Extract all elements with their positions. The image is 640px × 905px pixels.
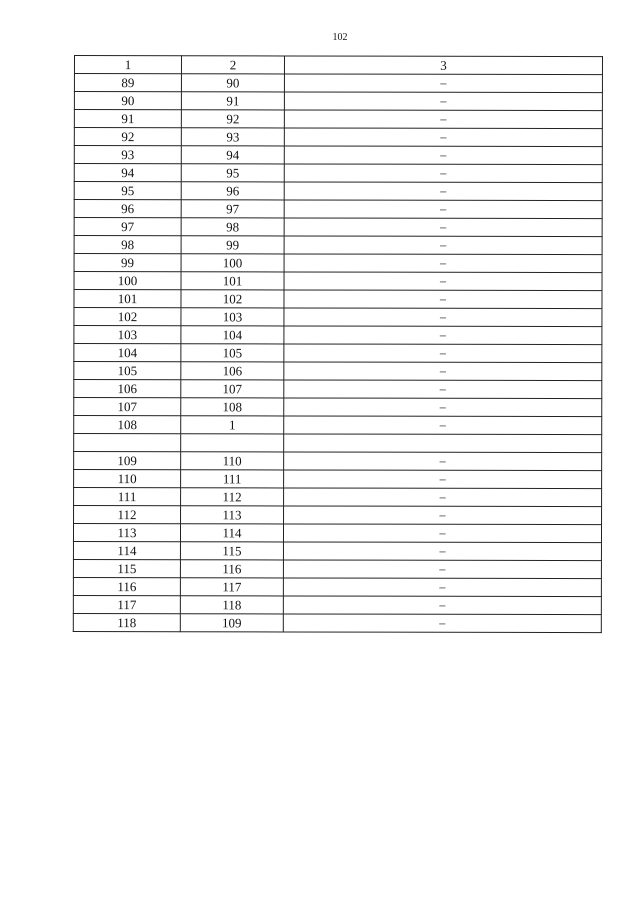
table-cell-col-1: 92 <box>74 128 181 146</box>
table-cell-col-3: – <box>284 254 602 273</box>
table-cell-col-2: 102 <box>181 290 284 308</box>
table-row <box>74 254 602 273</box>
table-row <box>74 146 602 165</box>
table-cell-col-2: 100 <box>181 254 284 272</box>
table-cell-col-1: 106 <box>74 380 181 398</box>
table-cell-col-1: 100 <box>74 272 181 290</box>
table-cell-col-3: – <box>284 200 602 219</box>
table-cell-col-1: 96 <box>74 200 181 218</box>
table-row <box>74 470 602 489</box>
table-cell-col-3: – <box>284 488 602 507</box>
table-cell-col-1: 102 <box>74 308 181 326</box>
table-row <box>74 272 602 291</box>
table-cell-col-2: 116 <box>180 560 283 578</box>
table-cell-col-2: 112 <box>181 488 284 506</box>
table-cell-col-1: 95 <box>74 182 181 200</box>
table-cell-col-1: 116 <box>73 577 180 595</box>
table-header <box>74 56 602 75</box>
table-cell-col-1: 115 <box>73 559 180 577</box>
table-cell-col-1: 90 <box>74 92 181 110</box>
table-cell-col-2: 104 <box>181 326 284 344</box>
table-cell-col-3: – <box>284 272 602 291</box>
table-row <box>74 506 602 525</box>
table-row <box>74 92 602 111</box>
table-cell-col-1: 91 <box>74 110 181 128</box>
table-cell-col-2: 114 <box>180 524 283 542</box>
table-cell-col-2: 105 <box>181 344 284 362</box>
table-cell-col-3: – <box>283 596 601 615</box>
table-body <box>73 74 602 633</box>
table-cell-col-3: – <box>284 416 602 435</box>
table-cell-col-2: 118 <box>180 596 283 614</box>
table-cell-col-1: 110 <box>74 470 181 488</box>
table-cell-col-3: – <box>284 218 602 237</box>
table-cell-col-1: 104 <box>74 344 181 362</box>
table-row <box>74 200 602 219</box>
table-cell-col-3: – <box>284 452 602 471</box>
header-row <box>74 56 602 75</box>
table-cell-col-1: 107 <box>74 398 181 416</box>
table-cell-col-1: 118 <box>73 613 180 631</box>
table-cell-col-3: – <box>284 326 602 345</box>
table-cell-col-2: 90 <box>181 74 284 92</box>
page-number: 102 <box>332 32 348 43</box>
table-cell-col-3: – <box>284 398 602 417</box>
table-cell-col-1: 94 <box>74 164 181 182</box>
table-cell-col-3: – <box>283 524 601 543</box>
table-cell-col-3: – <box>284 92 602 111</box>
table-row <box>74 74 602 93</box>
table-row <box>73 595 601 614</box>
table-row <box>74 218 602 237</box>
table-cell-col-2: 103 <box>181 308 284 326</box>
table-cell-col-3: – <box>283 542 601 561</box>
table-cell-col-2: 115 <box>180 542 283 560</box>
table-cell-col-3: – <box>284 164 602 183</box>
table-cell-col-2: 110 <box>181 452 284 470</box>
table-cell-col-1: 117 <box>73 595 180 613</box>
column-header-3: 3 <box>284 56 602 75</box>
table-row-spacer <box>74 434 602 453</box>
table-cell-col-2: 99 <box>181 236 284 254</box>
table-cell-col-3: – <box>283 560 601 579</box>
table-cell-col-1: 101 <box>74 290 181 308</box>
table-cell-col-3: – <box>284 308 602 327</box>
table-cell-col-2: 113 <box>181 506 284 524</box>
table-cell-col-2: 97 <box>181 200 284 218</box>
table-cell-col-2 <box>181 434 284 452</box>
table-row <box>73 542 601 561</box>
table-cell-col-1: 114 <box>73 542 180 560</box>
table-cell-col-2: 111 <box>181 470 284 488</box>
table-cell-col-2: 107 <box>181 380 284 398</box>
table-row <box>73 524 601 543</box>
table-row <box>74 290 602 309</box>
table-cell-col-3: – <box>284 74 602 93</box>
table-row <box>74 326 602 345</box>
table-cell-col-3: – <box>284 182 602 201</box>
table-row <box>73 559 601 578</box>
table-row <box>74 164 602 183</box>
table-cell-col-3: – <box>284 110 602 129</box>
table-cell-col-1: 113 <box>73 524 180 542</box>
table-row <box>74 110 602 129</box>
table-cell-col-1: 99 <box>74 254 181 272</box>
table-cell-col-1 <box>74 434 181 452</box>
table-cell-col-3 <box>284 434 602 453</box>
table-row <box>73 577 601 596</box>
table-cell-col-1: 111 <box>74 488 181 506</box>
table-cell-col-2: 109 <box>180 614 283 632</box>
table-row <box>74 236 602 255</box>
table-cell-col-1: 89 <box>74 74 181 92</box>
table-cell-col-1: 97 <box>74 218 181 236</box>
table-cell-col-2: 93 <box>181 128 284 146</box>
table-row <box>74 344 602 363</box>
table-cell-col-3: – <box>284 362 602 381</box>
table-cell-col-3: – <box>284 290 602 309</box>
data-table <box>73 55 603 633</box>
table-cell-col-1: 108 <box>74 416 181 434</box>
table-row <box>74 452 602 471</box>
table-row <box>74 308 602 327</box>
column-header-2: 2 <box>181 56 284 74</box>
table-cell-col-1: 112 <box>74 506 181 524</box>
table-cell-col-2: 106 <box>181 362 284 380</box>
table-cell-col-3: – <box>283 578 601 597</box>
table-cell-col-2: 95 <box>181 164 284 182</box>
table-cell-col-3: – <box>284 236 602 255</box>
table-cell-col-1: 109 <box>74 452 181 470</box>
table-cell-col-2: 117 <box>180 578 283 596</box>
table-cell-col-2: 98 <box>181 218 284 236</box>
table-row <box>74 362 602 381</box>
table-cell-col-2: 101 <box>181 272 284 290</box>
table-cell-col-1: 98 <box>74 236 181 254</box>
table-cell-col-2: 108 <box>181 398 284 416</box>
table-cell-col-2: 91 <box>181 92 284 110</box>
table-row <box>73 613 601 632</box>
table-cell-col-2: 96 <box>181 182 284 200</box>
table-cell-col-1: 93 <box>74 146 181 164</box>
table-cell-col-3: – <box>284 344 602 363</box>
table-cell-col-3: – <box>284 506 602 525</box>
table-cell-col-3: – <box>284 128 602 147</box>
table-cell-col-3: – <box>284 380 602 399</box>
table-row <box>74 182 602 201</box>
table-cell-col-3: – <box>284 146 602 165</box>
table-cell-col-3: – <box>283 614 601 633</box>
table-row <box>74 398 602 417</box>
table-row <box>74 416 602 435</box>
table-cell-col-1: 105 <box>74 362 181 380</box>
table-row <box>74 128 602 147</box>
column-header-1: 1 <box>74 56 181 74</box>
table-row <box>74 380 602 399</box>
table-cell-col-3: – <box>284 470 602 489</box>
table-cell-col-2: 1 <box>181 416 284 434</box>
table-cell-col-2: 94 <box>181 146 284 164</box>
table-cell-col-1: 103 <box>74 326 181 344</box>
table-row <box>74 488 602 507</box>
table-cell-col-2: 92 <box>181 110 284 128</box>
